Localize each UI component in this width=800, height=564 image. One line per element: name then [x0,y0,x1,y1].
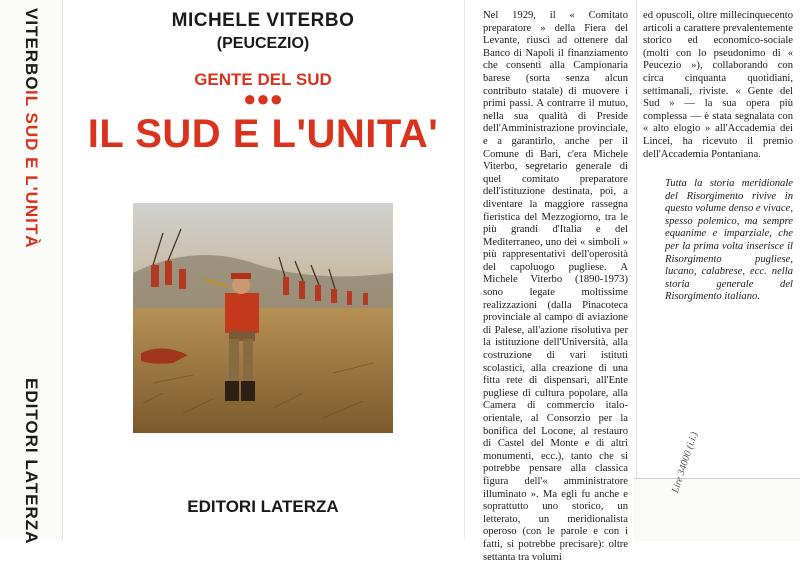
cover-author: MICHELE VITERBO [171,10,355,31]
cover-pseudonym: (PEUCEZIO) [216,35,310,52]
book-spine [0,0,63,545]
flap-blurb: Tutta la storia meridionale del Risorgimento rivive in questo volume denso e vivace, spesso polemico, ma sempre equanime e imparziale, che per la prima volta inserisce il Risorgimento pugliese, lucano, calabrese, ecc. nella storia generale del Risorgimento italiano. [665,178,793,303]
cover-publisher: EDITORI LATERZA [187,497,339,516]
series-mark: ●●● [243,86,283,111]
spine-publisher: EDITORI LATERZA [22,378,41,545]
inner-flap-right [636,0,800,540]
spine-author: VITERBO [22,8,41,91]
spine-title: IL SUD E L'UNITÀ [22,90,41,249]
flap-continuation-text: ed opuscoli, oltre millecinquecento articoli a carattere prevalentemente storico ed economico-sociale (molti con lo pseudonimo di « Peucezio »), collaborando con circa cinquanta quotidiani, settimanali, riviste. « Gente del Sud » — la sua opera più complessa — è stata segnalata con « alto elogio » all'Accademia dei Lincei, ha ricevuto il premio dell'Accademia Pontaniana. [643,10,793,160]
flap-biography-text: Nel 1929, il « Comitato preparatore » della Fiera del Levante, riuscì ad ottenere dal Banco di Napoli il finanziamento che consentì alla Campionaria barese (sorta senza alcun contributo statale) di muovere i primi passi. A contrarre il mutuo, nella sua qualità di Preside dell'Amministrazione provinciale, e a garantirlo, anche per il Comune di Bari, c'era Michele Viterbo, segretario generale di quel comitato preparatore dell'istituzione destinata, poi, a diventare la maggiore rassegna fieristica del Mezzogiorno, tra le più grandi d'Italia e del Mediterraneo, uno dei « simboli » più rappresentativi dell'operosità del capoluogo pugliese. A Michele Viterbo (1890-1973) sono legate moltissime realizzazioni (dalla Pinacoteca provinciale al campo di aviazione di Palese, all'azione risolutiva per la istituzione dell'Università, alla costruzione di vari istituti scolastici, alla creazione di una fitta rete di dispensari, all'Ente pugliese di cultura popolare, alla Camera di commercio italo-orientale, al Consorzio per la bonifica del Locone, al restauro di Castel del Monte e di altri monumenti, ecc.), tanto che si potrebbe pensare alla classica figura dell'« amministratore illuminato ». Ma egli fu anche e soprattutto uno storico, un letterato, un meridionalista operoso (con le parole e con i fatti, si potrebbe precisare): oltre settanta tra volumi [483,10,628,563]
price-tag [634,430,800,541]
painting-field [133,308,393,433]
inner-flap-left [464,0,635,563]
price-label: Lire 34000 (i.i.) [670,430,701,495]
cover-painting [133,203,393,433]
front-cover [63,0,463,540]
series-title: GENTE DEL SUD [194,70,332,89]
book-title: IL SUD E L'UNITA' [87,112,439,156]
